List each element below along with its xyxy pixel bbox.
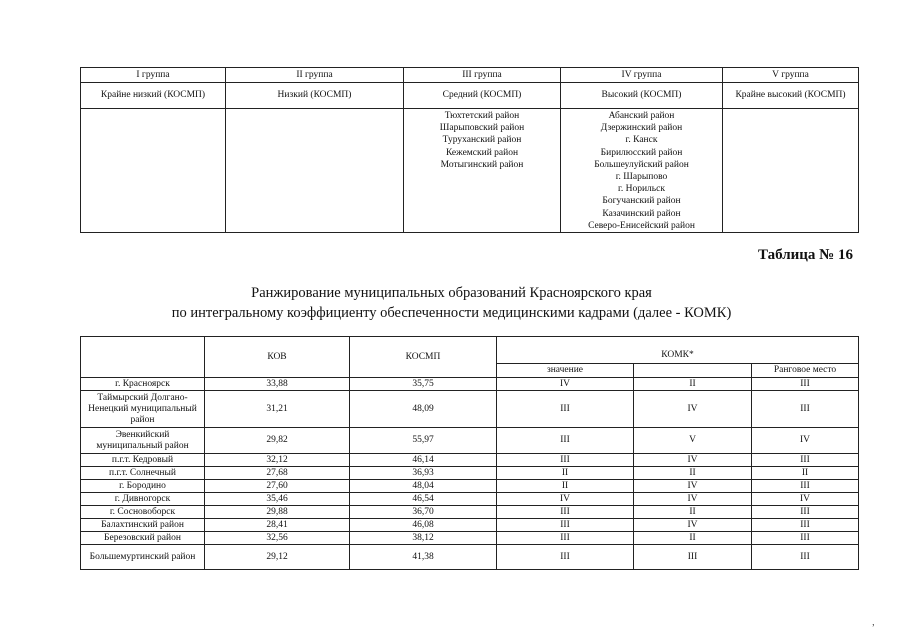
kosmp-value: 46,14 bbox=[350, 454, 497, 467]
table-number-label: Таблица № 16 bbox=[757, 247, 853, 263]
kosmp-value: 46,54 bbox=[350, 493, 497, 506]
kov-value: 29,82 bbox=[205, 428, 350, 454]
ranking-header-row bbox=[81, 337, 859, 364]
kov-value: 32,12 bbox=[205, 454, 350, 467]
title-line: Ранжирование муниципальных образований Красноярского края bbox=[251, 285, 652, 301]
kosmp-value: 48,04 bbox=[350, 480, 497, 493]
komk-value: III bbox=[497, 532, 634, 545]
group-level: Крайне высокий (КОСМП) bbox=[723, 83, 859, 109]
district-item: Дзержинский район bbox=[600, 123, 683, 134]
komk-value-2: II bbox=[634, 506, 752, 519]
rank-place: III bbox=[752, 391, 859, 428]
district-item: Богучанский район bbox=[602, 196, 681, 207]
group-level: Высокий (КОСМП) bbox=[561, 83, 723, 109]
komk-value-2: II bbox=[634, 467, 752, 480]
group4-list bbox=[561, 109, 723, 233]
kosmp-value: 36,93 bbox=[350, 467, 497, 480]
komk-value-2: II bbox=[634, 532, 752, 545]
kov-value: 29,12 bbox=[205, 545, 350, 570]
rank-place: III bbox=[752, 532, 859, 545]
municipality-name: п.г.т. Солнечный bbox=[81, 467, 205, 480]
komk-value-2: IV bbox=[634, 391, 752, 428]
rank-place: III bbox=[752, 378, 859, 391]
blank-subheader bbox=[634, 364, 752, 378]
komk-value-2: V bbox=[634, 428, 752, 454]
group-header: IV группа bbox=[561, 68, 723, 83]
table-row bbox=[81, 506, 859, 519]
group3-list bbox=[404, 109, 561, 233]
komk-value: IV bbox=[497, 378, 634, 391]
rank-place: III bbox=[752, 454, 859, 467]
district-item: Казачинский район bbox=[602, 208, 681, 219]
group1-cell bbox=[81, 109, 226, 233]
kosmp-value: 41,38 bbox=[350, 545, 497, 570]
table-row bbox=[81, 428, 859, 454]
municipality-name: Эвенкийский муниципальный район bbox=[81, 428, 205, 454]
value-subheader: значение bbox=[497, 364, 634, 378]
group-level: Средний (КОСМП) bbox=[404, 83, 561, 109]
title-line: по интегральному коэффициенту обеспеченности медицинскими кадрами (далее - КОМК) bbox=[171, 305, 732, 321]
rank-place: III bbox=[752, 519, 859, 532]
komk-value: III bbox=[497, 506, 634, 519]
district-item: г. Норильск bbox=[618, 184, 665, 195]
komk-value-2: III bbox=[634, 545, 752, 570]
kov-value: 27,68 bbox=[205, 467, 350, 480]
groups-header-row bbox=[81, 68, 859, 83]
group-level: Крайне низкий (КОСМП) bbox=[81, 83, 226, 109]
district-item: Шарыповский район bbox=[439, 123, 525, 134]
groups-table bbox=[80, 67, 859, 233]
komk-value: IV bbox=[497, 493, 634, 506]
kosmp-value: 46,08 bbox=[350, 519, 497, 532]
table-row bbox=[81, 391, 859, 428]
table-title bbox=[0, 283, 903, 323]
komk-value: III bbox=[497, 428, 634, 454]
district-item: г. Шарыпово bbox=[615, 172, 668, 183]
district-item: Большеулуйский район bbox=[594, 159, 689, 170]
group-header: III группа bbox=[404, 68, 561, 83]
ranking-table bbox=[80, 336, 859, 570]
table-row bbox=[81, 454, 859, 467]
kov-value: 32,56 bbox=[205, 532, 350, 545]
district-item: Северо-Енисейский район bbox=[588, 220, 695, 231]
komk-value-2: IV bbox=[634, 519, 752, 532]
komk-value-2: IV bbox=[634, 480, 752, 493]
kosmp-value: 35,75 bbox=[350, 378, 497, 391]
komk-value: III bbox=[497, 391, 634, 428]
komk-value: III bbox=[497, 454, 634, 467]
district-item: Тюхтетский район bbox=[444, 111, 520, 121]
kov-value: 28,41 bbox=[205, 519, 350, 532]
komk-value: II bbox=[497, 467, 634, 480]
municipality-name: Балахтинский район bbox=[81, 519, 205, 532]
rank-place: III bbox=[752, 480, 859, 493]
komk-value-2: II bbox=[634, 378, 752, 391]
kov-value: 33,88 bbox=[205, 378, 350, 391]
district-item: Туруханский район bbox=[442, 135, 522, 146]
name-column-header bbox=[81, 337, 205, 378]
district-item: Бирилюсский район bbox=[600, 147, 683, 158]
rank-subheader: Ранговое место bbox=[752, 364, 859, 378]
kov-value: 29,88 bbox=[205, 506, 350, 519]
municipality-name: Таймырский Долгано-Ненецкий муниципальный район bbox=[81, 391, 205, 428]
municipality-name: г. Бородино bbox=[81, 480, 205, 493]
rank-place: III bbox=[752, 506, 859, 519]
municipality-name: г. Дивногорск bbox=[81, 493, 205, 506]
kosmp-value: 38,12 bbox=[350, 532, 497, 545]
komk-value: II bbox=[497, 480, 634, 493]
group-level: Низкий (КОСМП) bbox=[226, 83, 404, 109]
table-row bbox=[81, 480, 859, 493]
komk-value-2: IV bbox=[634, 493, 752, 506]
rank-place: III bbox=[752, 545, 859, 570]
table-row bbox=[81, 493, 859, 506]
district-item: Мотыгинский район bbox=[440, 159, 524, 170]
district-item: г. Канск bbox=[625, 135, 658, 146]
kov-value: 35,46 bbox=[205, 493, 350, 506]
group-header: II группа bbox=[226, 68, 404, 83]
kosmp-column-header: КОСМП bbox=[350, 337, 497, 378]
page-mark: ʼ bbox=[871, 623, 875, 634]
kov-value: 31,21 bbox=[205, 391, 350, 428]
municipality-name: Большемуртинский район bbox=[81, 545, 205, 570]
kov-column-header: КОВ bbox=[205, 337, 350, 378]
group2-cell bbox=[226, 109, 404, 233]
kosmp-value: 36,70 bbox=[350, 506, 497, 519]
table-row bbox=[81, 378, 859, 391]
kosmp-value: 55,97 bbox=[350, 428, 497, 454]
group5-cell bbox=[723, 109, 859, 233]
komk-value: III bbox=[497, 519, 634, 532]
table-row bbox=[81, 532, 859, 545]
groups-body-row bbox=[81, 109, 859, 233]
group-header: V группа bbox=[723, 68, 859, 83]
rank-place: II bbox=[752, 467, 859, 480]
municipality-name: Березовский район bbox=[81, 532, 205, 545]
table-row bbox=[81, 545, 859, 570]
rank-place: IV bbox=[752, 493, 859, 506]
district-item: Абанский район bbox=[608, 111, 675, 121]
table-row bbox=[81, 467, 859, 480]
municipality-name: г. Красноярск bbox=[81, 378, 205, 391]
komk-column-header: КОМК* bbox=[497, 337, 859, 364]
municipality-name: п.г.т. Кедровый bbox=[81, 454, 205, 467]
komk-value: III bbox=[497, 545, 634, 570]
table-row bbox=[81, 519, 859, 532]
district-item: Кежемский район bbox=[445, 147, 519, 158]
group-header: I группа bbox=[81, 68, 226, 83]
rank-place: IV bbox=[752, 428, 859, 454]
kov-value: 27,60 bbox=[205, 480, 350, 493]
komk-value-2: IV bbox=[634, 454, 752, 467]
groups-level-row bbox=[81, 83, 859, 109]
municipality-name: г. Сосновоборск bbox=[81, 506, 205, 519]
kosmp-value: 48,09 bbox=[350, 391, 497, 428]
